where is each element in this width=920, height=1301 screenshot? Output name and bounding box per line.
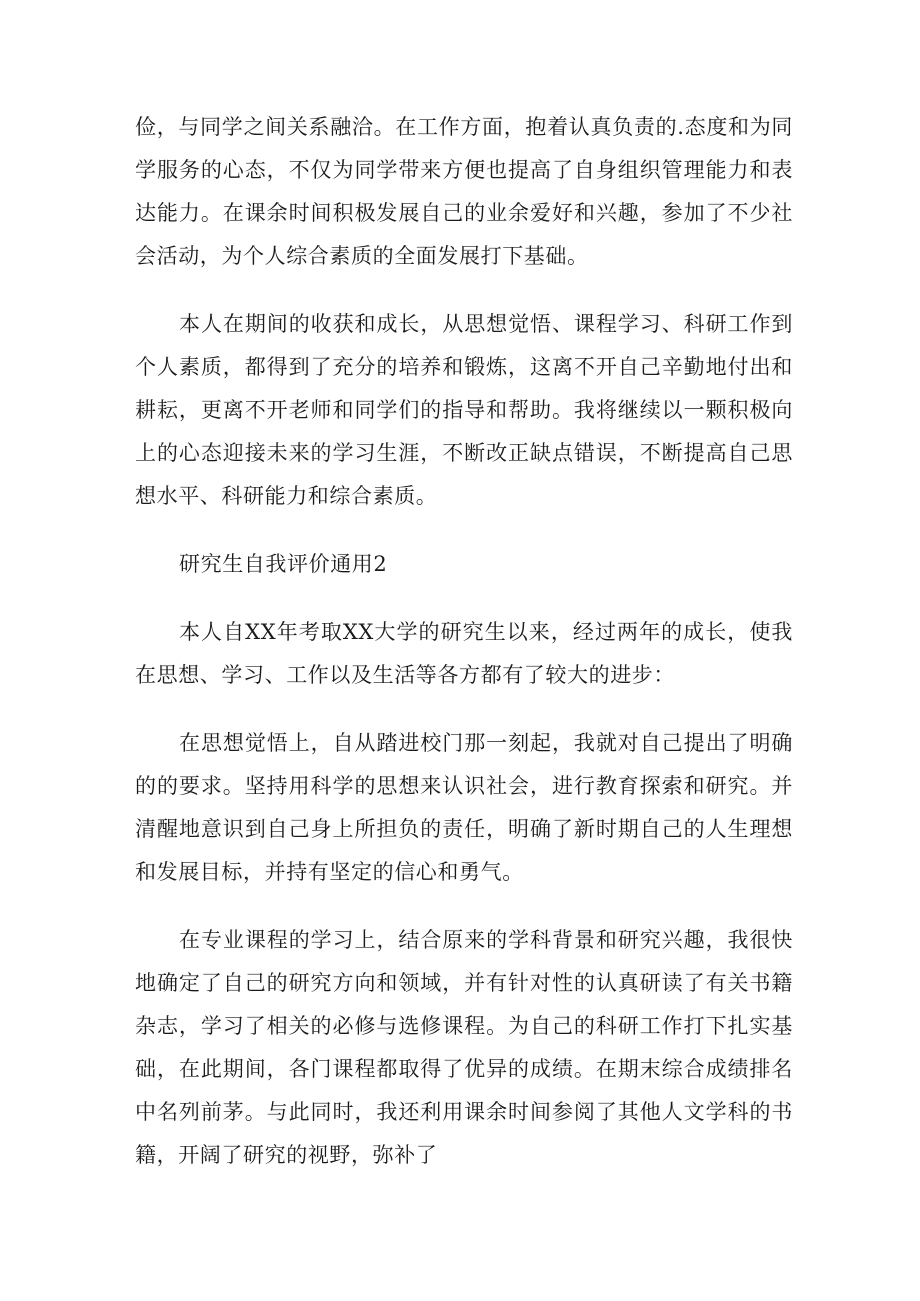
paragraph-ideology: 在思想觉悟上，自从踏进校门那一刻起，我就对自己提出了明确的的要求。坚持用科学的思想来认识社会，进行教育探索和研究。并清醒地意识到自己身上所担负的责任，明确了新时期自己的人生理想和发展目标，并持有坚定的信心和勇气。 xyxy=(135,731,793,884)
paragraph-coursework: 在专业课程的学习上，结合原来的学科背景和研究兴趣，我很快地确定了自己的研究方向和领域，并有针对性的认真研读了有关书籍杂志，学习了相关的必修与选修课程。为自己的科研工作打下扎实基础，在此期间，各门课程都取得了优异的成绩。在期末综合成绩排名中名列前茅。与此同时，我还利用课余时间参阅了其他人文学科的书籍，开阔了研究的视野，弥补了 xyxy=(135,928,793,1167)
paragraph-intro: 本人自XX年考取XX大学的研究生以来，经过两年的成长，使我在思想、学习、工作以及生活等各方都有了较大的进步： xyxy=(135,620,793,687)
section-heading: 研究生自我评价通用2 xyxy=(179,552,388,576)
paragraph-continuation: 俭，与同学之间关系融洽。在工作方面，抱着认真负责的.态度和为同学服务的心态，不仅为同学带来方便也提高了自身组织管理能力和表达能力。在课余时间积极发展自己的业余爱好和兴趣，参加了不少社会活动，为个人综合素质的全面发展打下基础。 xyxy=(135,115,793,268)
paragraph-growth-summary: 本人在期间的收获和成长，从思想觉悟、课程学习、科研工作到个人素质，都得到了充分的培养和锻炼，这离不开自己辛勤地付出和耕耘，更离不开老师和同学们的指导和帮助。我将继续以一颗积极向上的心态迎接未来的学习生涯，不断改正缺点错误，不断提高自己思想水平、科研能力和综合素质。 xyxy=(135,312,793,508)
document-body xyxy=(135,106,793,1202)
